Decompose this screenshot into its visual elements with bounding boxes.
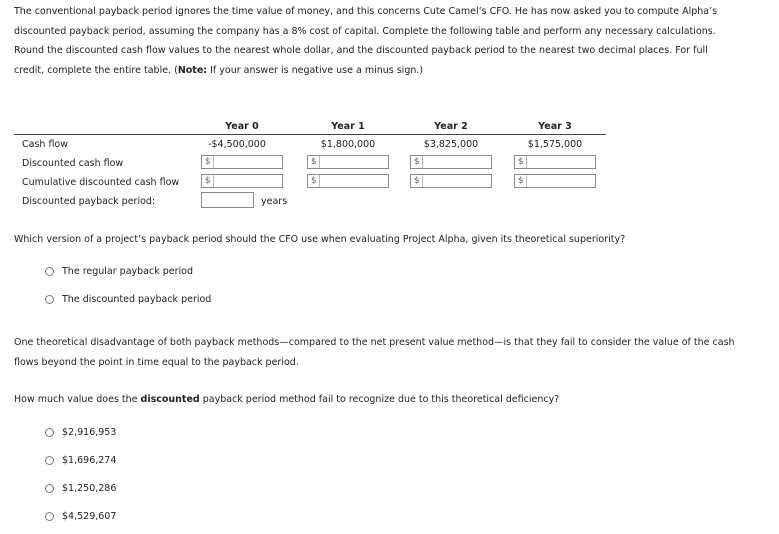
cash-flow-year-0: -$4,500,000 (208, 139, 266, 150)
header-year-3: Year 3 (538, 121, 572, 132)
cumulative-cf-year-0-input[interactable] (201, 174, 283, 188)
cumulative-cf-year-1-input[interactable] (307, 174, 389, 188)
dollar-sign: $ (518, 156, 527, 168)
disadvantage-paragraph (14, 333, 735, 372)
cumulative-cf-year-3-input[interactable] (514, 174, 596, 188)
discounted-cf-year-3-input[interactable] (514, 155, 596, 169)
para2-line-1: One theoretical disadvantage of both payback methods—compared to the net present value method—is that they fail to consider the value of the cash (14, 337, 735, 348)
q1-option-regular[interactable] (45, 266, 193, 277)
q1-option-discounted[interactable] (45, 294, 211, 305)
cash-flow-year-1: $1,800,000 (320, 139, 376, 150)
header-year-1: Year 1 (331, 121, 365, 132)
q2-option-label: $2,916,953 (62, 427, 117, 438)
dollar-sign: $ (205, 156, 214, 168)
discounted-cf-year-2-input[interactable] (410, 155, 492, 169)
radio-button[interactable] (45, 295, 54, 304)
table-header-divider (14, 134, 606, 135)
dollar-sign: $ (311, 175, 320, 187)
q2-option-label: $1,250,286 (62, 483, 117, 494)
radio-button[interactable] (45, 267, 54, 276)
intro-line-2: discounted payback period, assuming the company has a 8% cost of capital. Complete the following table and perform any necessary calculations. (14, 25, 716, 37)
q2-option-1[interactable] (45, 427, 116, 438)
row-label-cash-flow: Cash flow (22, 139, 69, 150)
years-unit-label: years (261, 196, 288, 207)
q2-question: How much value does the discounted payback period method fail to recognize due to this theoretical deficiency? (14, 394, 560, 405)
intro-line-4: credit, complete the entire table. (Note: If your answer is negative use a minus sign.) (14, 64, 424, 76)
cash-flow-year-3: $1,575,000 (527, 139, 583, 150)
dollar-sign: $ (311, 156, 320, 168)
q2-option-label: $4,529,607 (62, 511, 117, 522)
radio-button[interactable] (45, 512, 54, 521)
note-label: Note: (177, 64, 208, 76)
radio-button[interactable] (45, 456, 54, 465)
q1-option-label: The regular payback period (62, 266, 194, 277)
radio-button[interactable] (45, 484, 54, 493)
discounted-cf-year-0-input[interactable] (201, 155, 283, 169)
dollar-sign: $ (414, 156, 423, 168)
radio-button[interactable] (45, 428, 54, 437)
intro-line-3: Round the discounted cash flow values to the nearest whole dollar, and the discounted payback period to the nearest two decimal places. For full (14, 45, 708, 56)
payback-period-input[interactable] (201, 192, 254, 208)
intro-line-1: The conventional payback period ignores the time value of money, and this concerns Cute Camel’s CFO. He has now asked you to compute Alpha’s (14, 6, 718, 17)
dollar-sign: $ (414, 175, 423, 187)
q1-option-label: The discounted payback period (62, 294, 212, 305)
row-label-cumulative-cash-flow: Cumulative discounted cash flow (22, 177, 180, 188)
discounted-emphasis: discounted (140, 394, 200, 405)
q2-option-3[interactable] (45, 483, 116, 494)
header-year-0: Year 0 (225, 121, 259, 132)
para2-line-2: flows beyond the point in time equal to the payback period. (14, 356, 299, 368)
q2-option-label: $1,696,274 (62, 455, 117, 466)
q1-question: Which version of a project’s payback period should the CFO use when evaluating Project Alpha, given its theoretical superiority? (14, 234, 626, 245)
intro-paragraph (14, 2, 717, 80)
dollar-sign: $ (205, 175, 214, 187)
row-label-payback-period: Discounted payback period: (22, 196, 156, 207)
q2-option-2[interactable] (45, 455, 116, 466)
cash-flow-year-2: $3,825,000 (423, 139, 479, 150)
q2-option-4[interactable] (45, 511, 116, 522)
row-label-discounted-cash-flow: Discounted cash flow (22, 158, 124, 169)
cumulative-cf-year-2-input[interactable] (410, 174, 492, 188)
discounted-cf-year-1-input[interactable] (307, 155, 389, 169)
header-year-2: Year 2 (434, 121, 468, 132)
dollar-sign: $ (518, 175, 527, 187)
